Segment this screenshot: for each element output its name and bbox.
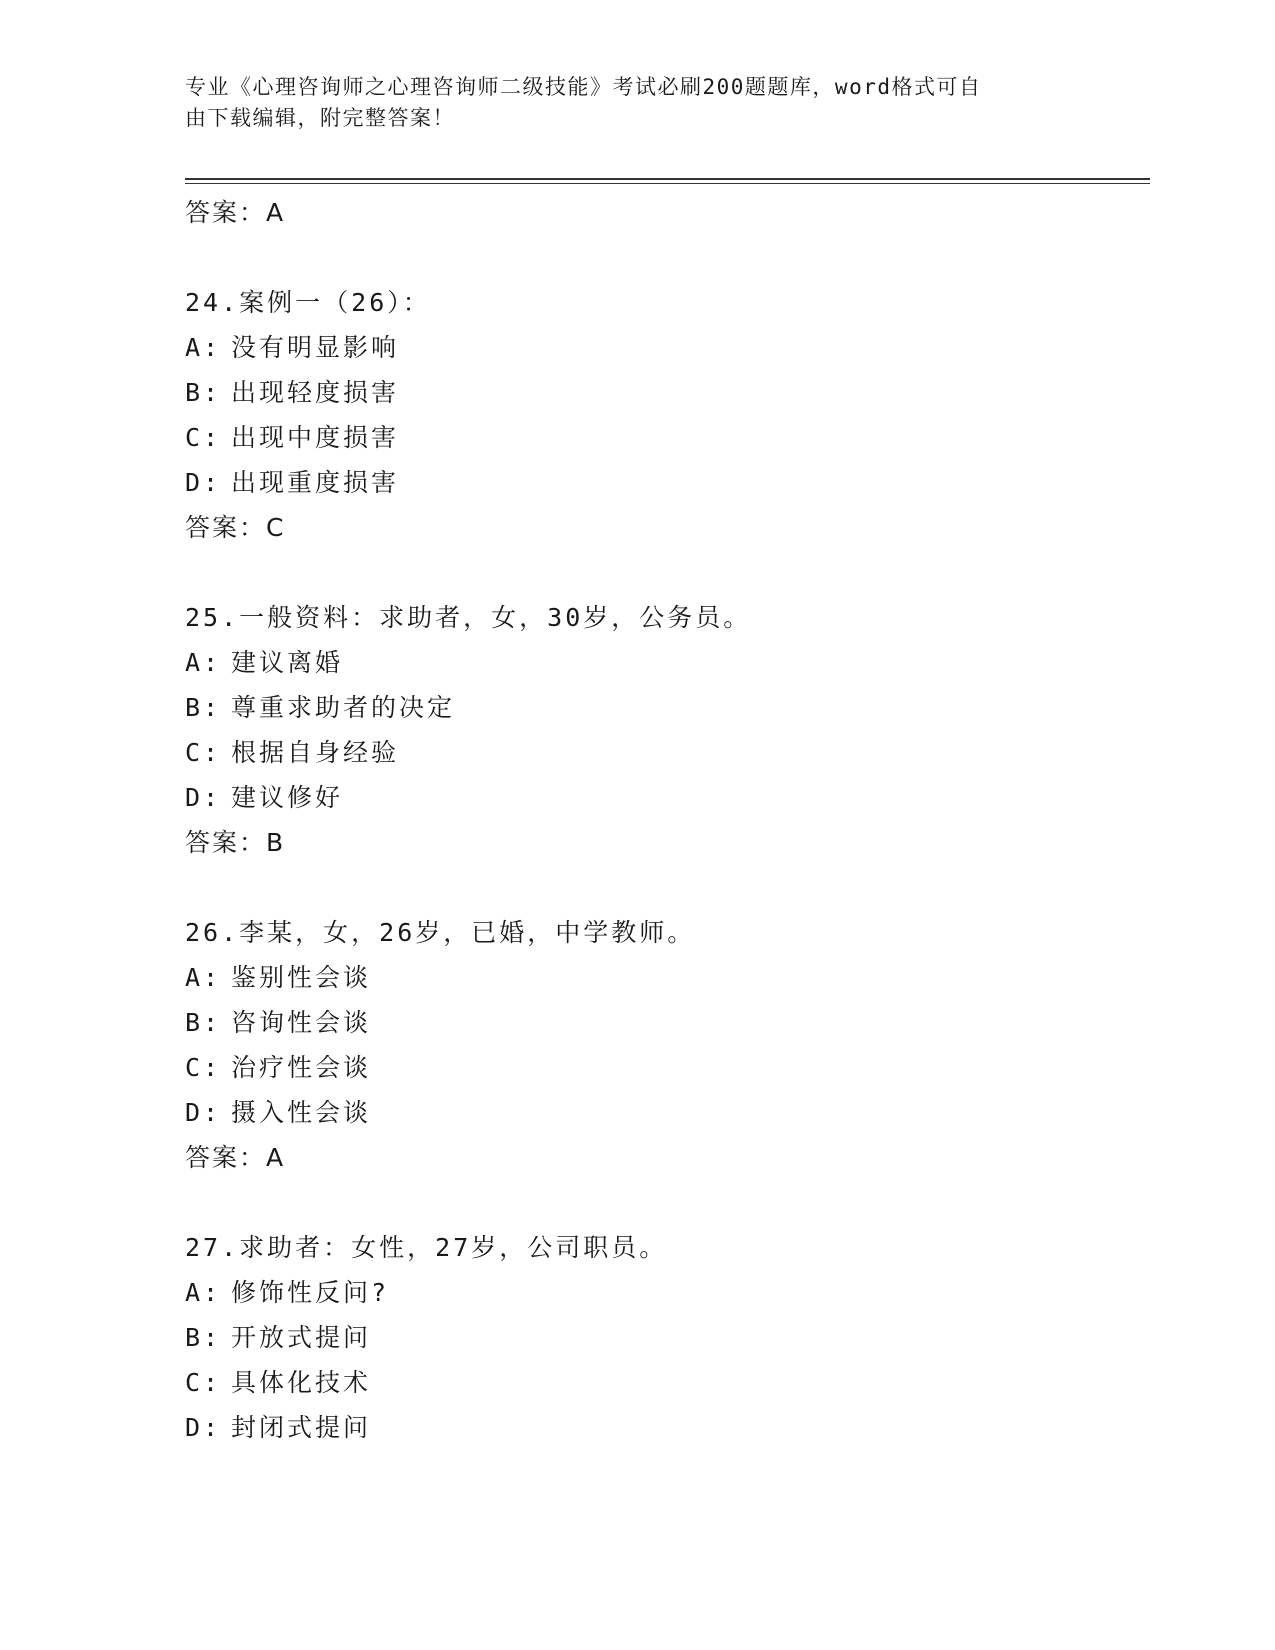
question-stem: 24.案例一（26）： [185, 288, 431, 317]
option-text: 没有明显影响 [231, 333, 400, 362]
answer-line: 答案：C [185, 513, 286, 542]
question-stem: 27.求助者：女性，27岁，公司职员。 [185, 1233, 668, 1262]
option-text: 出现轻度损害 [231, 378, 400, 407]
option-letter: C: [185, 1368, 222, 1397]
option-c [185, 1360, 1145, 1405]
answer-line: 答案：B [185, 828, 286, 857]
answer-line: 答案：A [185, 198, 286, 227]
header-intro-line-1: 专业《心理咨询师之心理咨询师二级技能》考试必刷200题题库，word格式可自 [185, 75, 982, 99]
option-c [185, 730, 1145, 775]
option-text: 鉴别性会谈 [231, 963, 372, 992]
option-a [185, 640, 1145, 685]
question-item [185, 280, 1145, 550]
option-letter: D: [185, 468, 222, 497]
option-letter: D: [185, 1413, 222, 1442]
option-text: 根据自身经验 [231, 738, 400, 767]
option-text: 修饰性反问? [231, 1278, 390, 1307]
option-text: 出现中度损害 [231, 423, 400, 452]
option-text: 封闭式提问 [231, 1413, 372, 1442]
option-letter: B: [185, 693, 222, 722]
question-item [185, 1225, 1145, 1450]
option-text: 治疗性会谈 [231, 1053, 372, 1082]
option-letter: C: [185, 423, 222, 452]
option-text: 尊重求助者的决定 [231, 693, 456, 722]
option-letter: B: [185, 1008, 222, 1037]
option-d [185, 460, 1145, 505]
option-a [185, 955, 1145, 1000]
option-b [185, 370, 1145, 415]
option-b [185, 1315, 1145, 1360]
option-letter: C: [185, 1053, 222, 1082]
option-b [185, 685, 1145, 730]
option-letter: A: [185, 1278, 222, 1307]
document-header [185, 72, 1065, 134]
option-letter: B: [185, 378, 222, 407]
option-text: 摄入性会谈 [231, 1098, 372, 1127]
question-list [185, 190, 1145, 1450]
question-item [185, 595, 1145, 865]
option-letter: D: [185, 783, 222, 812]
question-item [185, 910, 1145, 1180]
option-text: 出现重度损害 [231, 468, 400, 497]
header-divider-thick [185, 178, 1150, 180]
option-letter: D: [185, 1098, 222, 1127]
option-d [185, 775, 1145, 820]
option-letter: A: [185, 963, 222, 992]
option-text: 咨询性会谈 [231, 1008, 372, 1037]
option-text: 具体化技术 [231, 1368, 372, 1397]
question-stem: 26.李某，女，26岁，已婚，中学教师。 [185, 918, 696, 947]
header-divider-thin [185, 183, 1150, 184]
option-letter: A: [185, 648, 222, 677]
option-letter: A: [185, 333, 222, 362]
option-letter: B: [185, 1323, 222, 1352]
option-letter: C: [185, 738, 222, 767]
answer-line: 答案：A [185, 1143, 286, 1172]
option-a [185, 325, 1145, 370]
option-text: 建议离婚 [231, 648, 344, 677]
option-d [185, 1090, 1145, 1135]
option-c [185, 1045, 1145, 1090]
option-b [185, 1000, 1145, 1045]
question-stem: 25.一般资料：求助者，女，30岁，公务员。 [185, 603, 752, 632]
option-d [185, 1405, 1145, 1450]
option-a [185, 1270, 1145, 1315]
header-intro-line-2: 由下载编辑，附完整答案！ [185, 106, 455, 130]
option-c [185, 415, 1145, 460]
option-text: 建议修好 [231, 783, 344, 812]
option-text: 开放式提问 [231, 1323, 372, 1352]
